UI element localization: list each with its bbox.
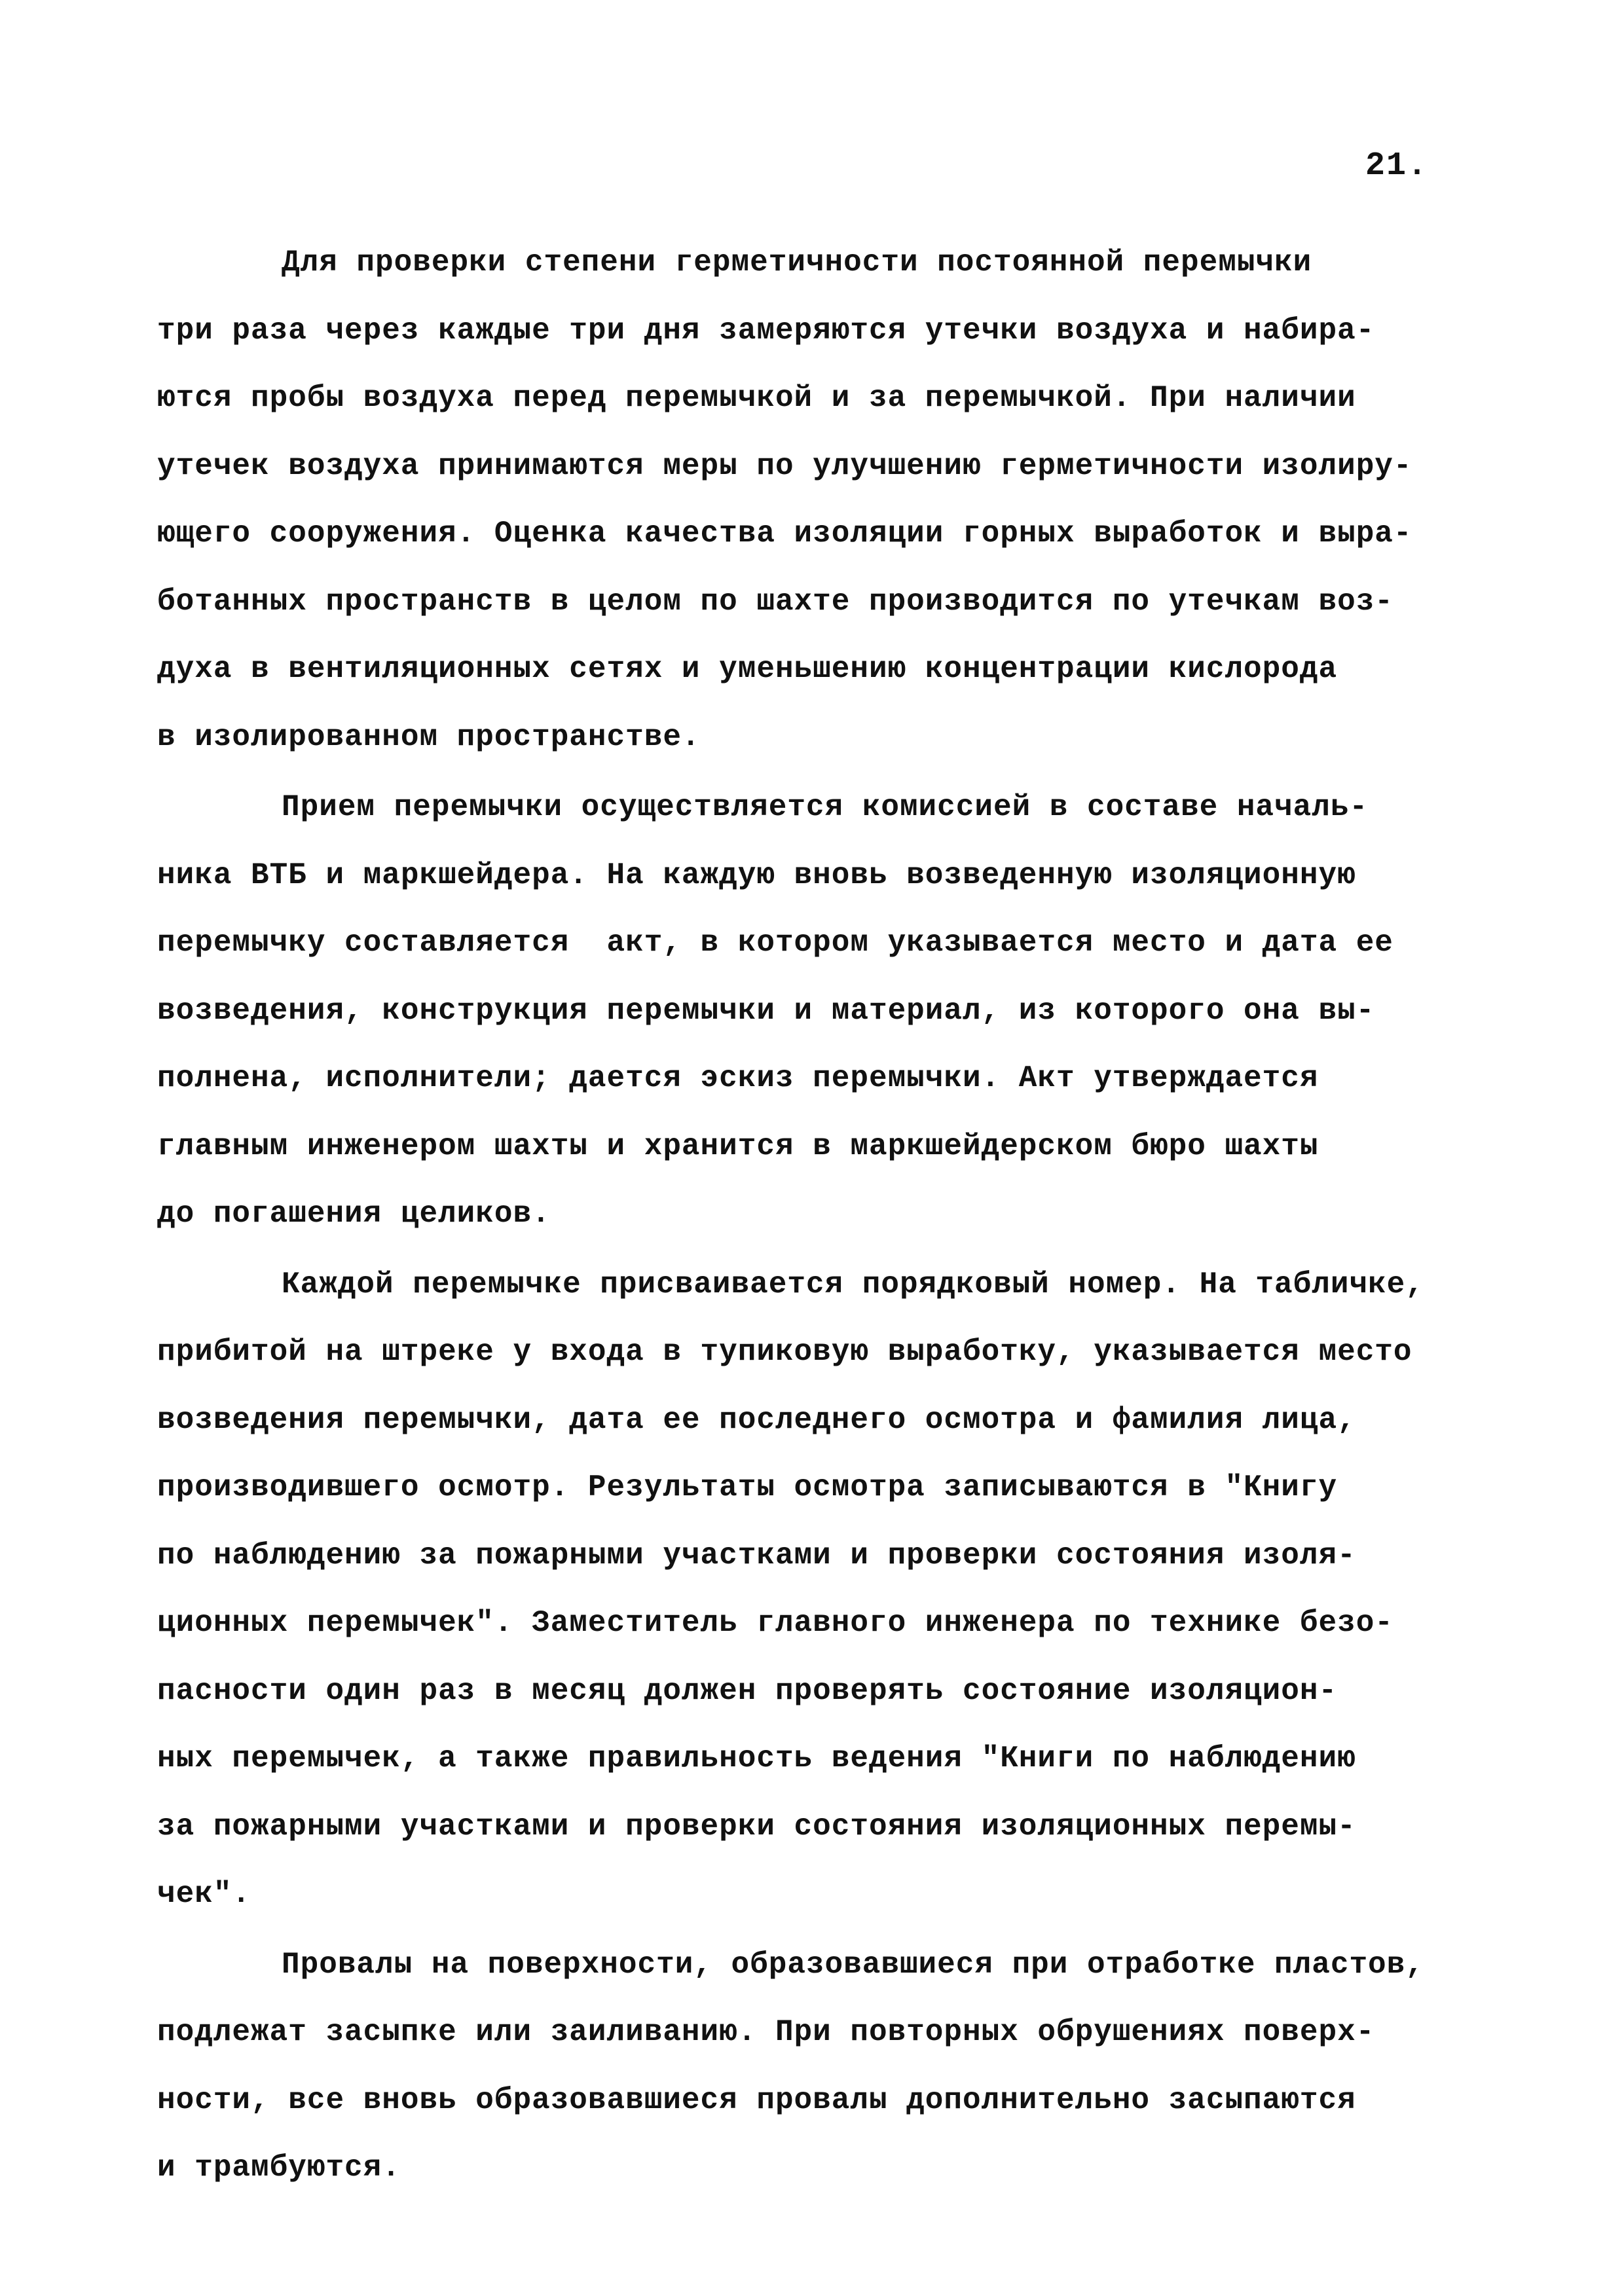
text-line: ника ВТБ и маркшейдера. На каждую вновь возведенную изоляционную — [157, 858, 1356, 892]
text-line: пасности один раз в месяц должен проверять состояние изоляцион- — [157, 1673, 1338, 1708]
text-line: подлежат засыпке или заиливанию. При повторных обрушениях поверх- — [157, 2015, 1375, 2049]
text-line: и трамбуются. — [157, 2151, 401, 2185]
paragraph-4 — [157, 1931, 1532, 2202]
text-line: возведения перемычки, дата ее последнего осмотра и фамилия лица, — [157, 1402, 1356, 1437]
text-line: ных перемычек, а также правильность ведения "Книги по наблюдению — [157, 1741, 1356, 1776]
text-line: перемычку составляется акт, в котором указывается место и дата ее — [157, 926, 1393, 960]
text-line: ботанных пространств в целом по шахте производится по утечкам воз- — [157, 584, 1393, 619]
text-line: полнена, исполнители; дается эскиз перемычки. Акт утверждается — [157, 1061, 1319, 1095]
paragraph-2 — [157, 774, 1532, 1248]
document-body — [157, 229, 1532, 2205]
text-line: Для проверки степени герметичности постоянной перемычки — [282, 246, 1312, 280]
page-number: 21. — [1365, 147, 1429, 185]
text-line: главным инженером шахты и хранится в маркшейдерском бюро шахты — [157, 1129, 1319, 1163]
text-line: Прием перемычки осуществляется комиссией в составе началь- — [282, 790, 1369, 824]
text-line: за пожарными участками и проверки состояния изоляционных перемы- — [157, 1809, 1356, 1844]
text-line: духа в вентиляционных сетях и уменьшению концентрации кислорода — [157, 652, 1338, 686]
text-line: в изолированном пространстве. — [157, 720, 701, 754]
paragraph-3 — [157, 1251, 1532, 1929]
text-line: ющего сооружения. Оценка качества изоляции горных выработок и выра- — [157, 517, 1412, 551]
text-line: прибитой на штреке у входа в тупиковую выработку, указывается место — [157, 1335, 1412, 1369]
paragraph-1 — [157, 229, 1532, 771]
text-line: по наблюдению за пожарными участками и проверки состояния изоля- — [157, 1538, 1356, 1573]
text-line: производившего осмотр. Результаты осмотра записываются в "Книгу — [157, 1470, 1338, 1504]
text-line: Провалы на поверхности, образовавшиеся при отработке пластов, — [282, 1947, 1424, 1982]
text-line: возведения, конструкция перемычки и материал, из которого она вы- — [157, 993, 1375, 1028]
text-line: до погашения целиков. — [157, 1197, 551, 1231]
text-line: три раза через каждые три дня замеряются утечки воздуха и набира- — [157, 313, 1375, 348]
text-line: ются пробы воздуха перед перемычкой и за перемычкой. При наличии — [157, 381, 1356, 415]
text-line: ционных перемычек". Заместитель главного инженера по технике безо- — [157, 1606, 1393, 1640]
text-line: утечек воздуха принимаются меры по улучшению герметичности изолиру- — [157, 448, 1412, 483]
text-line: Каждой перемычке присваивается порядковый номер. На табличке, — [282, 1267, 1424, 1302]
text-line: ности, все вновь образовавшиеся провалы дополнительно засыпаются — [157, 2083, 1356, 2117]
text-line: чек". — [157, 1877, 251, 1911]
